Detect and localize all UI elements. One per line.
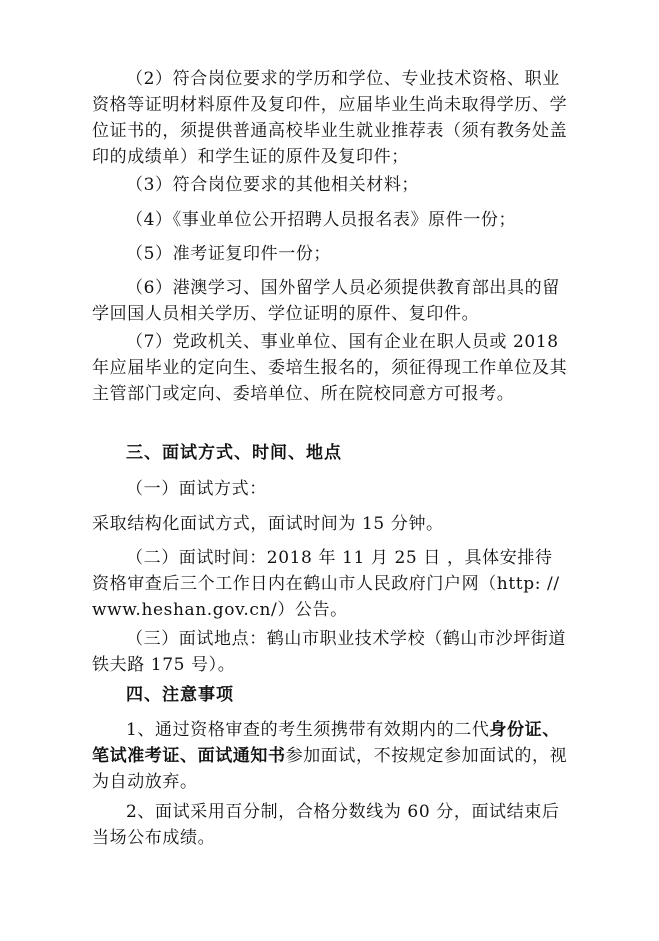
requirement-item-7: （7）党政机关、事业单位、国有企业在职人员或 2018 年应届毕业的定向生、委培生报名的，须征得现工作单位及其主管部门或定向、委培单位、所在院校同意方可报考。 [92,332,568,404]
requirement-item-3: （3）符合岗位要求的其他相关材料； [126,175,420,195]
requirement-item-6: （6）港澳学习、国外留学人员必须提供教育部出具的留学回国人员相关学历、学位证明的原件、复印件。 [92,278,560,324]
interview-place-text: （三）面试地点：鹤山市职业技术学校（鹤山市沙坪街道铁夫路 175 号）。 [92,629,566,675]
notice-item-1-prefix: 1、通过资格审查的考生须携带有效期内的二代 [126,720,490,740]
section-three-heading: 三、面试方式、时间、地点 [126,443,342,463]
requirement-item-2: （2）符合岗位要求的学历和学位、专业技术资格、职业资格等证明材料原件及复印件，应届毕业生尚未取得学历、学位证书的，须提供普通高校毕业生就业推荐表（须有教务处盖印的成绩单）和学生证的原件及复印件； [92,69,568,167]
interview-method-text: 采取结构化面试方式，面试时间为 15 分钟。 [92,514,444,534]
notice-item-1-required-documents: 身份证、笔试准考证、面试通知书 [92,720,560,766]
interview-time-text: （二）面试时间：2018 年 11 月 25 日 ，具体安排待资格审查后三个工作日内在鹤山市人民政府门户网（http: //www.heshan.gov.cn/）公告。 [92,548,560,620]
requirement-item-4: （4）《事业单位公开招聘人员报名表》原件一份； [126,210,517,230]
requirement-item-5: （5）准考证复印件一份； [126,244,332,264]
notice-item-1 [92,717,570,795]
notice-item-2: 2、面试采用百分制，合格分数线为 60 分，面试结束后当场公布成绩。 [92,802,560,848]
section-four-heading: 四、注意事项 [126,685,234,705]
interview-method-label: （一）面试方式： [126,479,267,499]
notice-item-1-suffix: 参加面试，不按规定参加面试的，视为自动放弃。 [92,746,568,792]
